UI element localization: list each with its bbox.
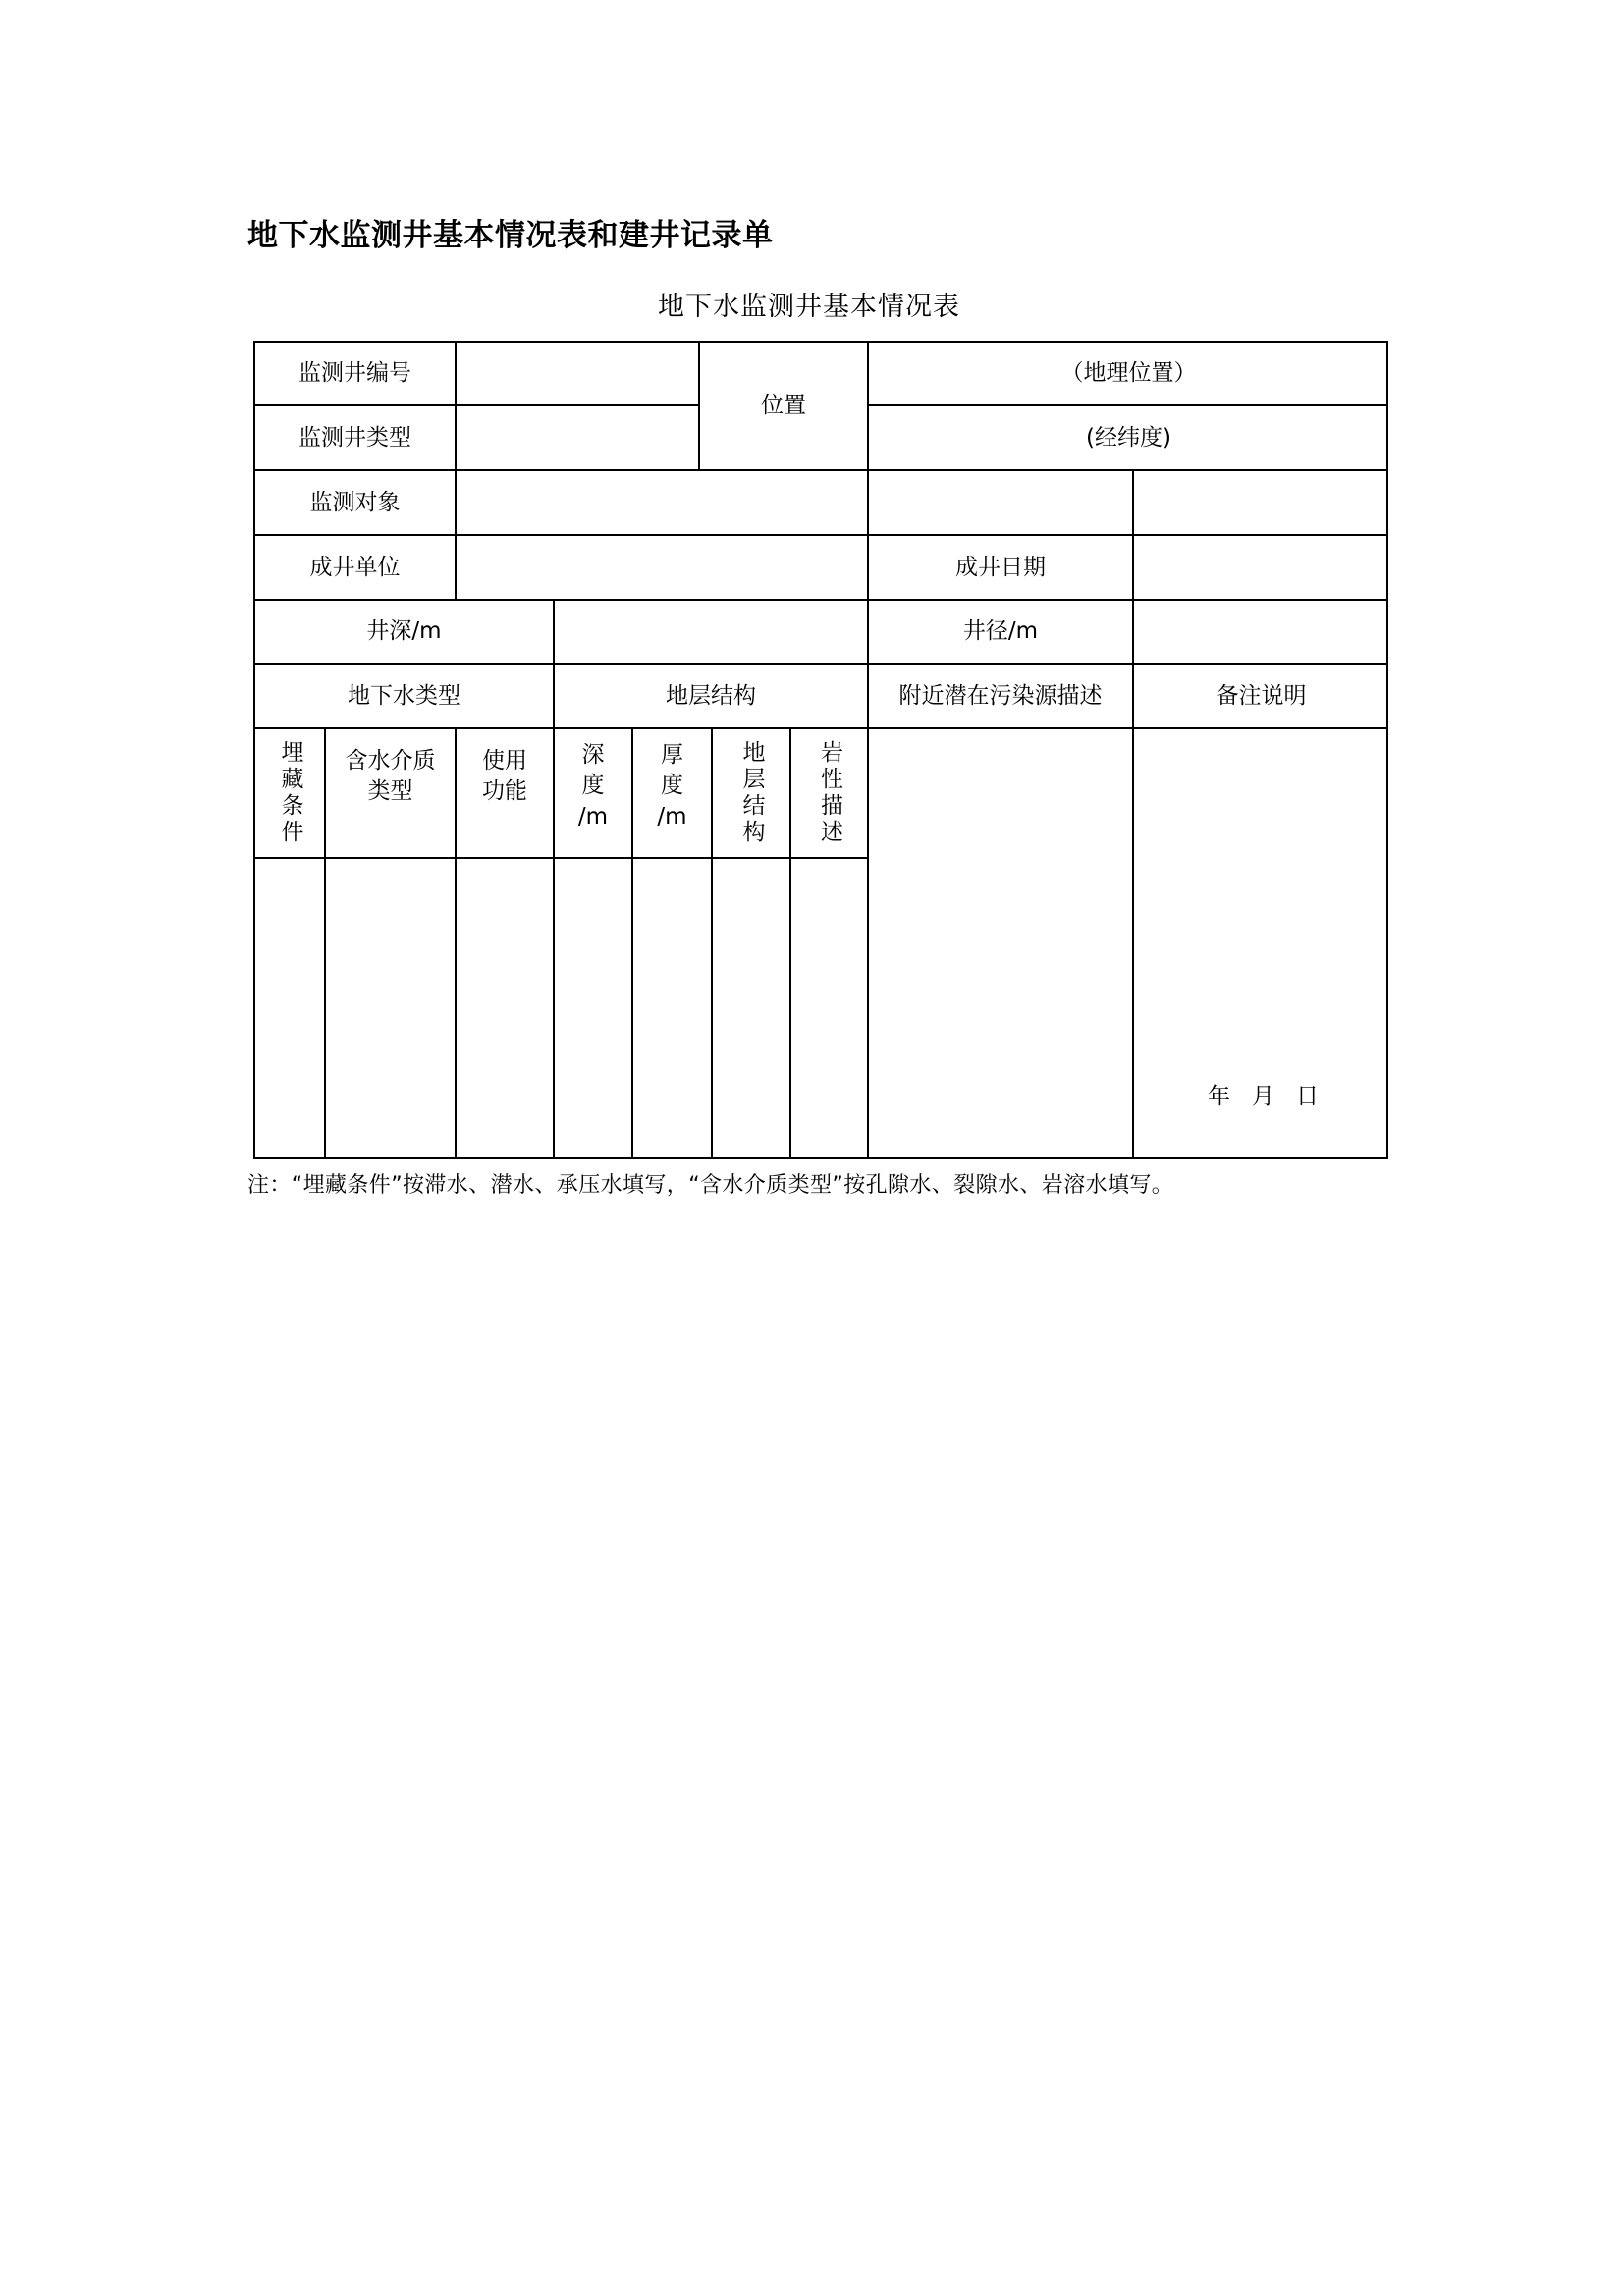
label-burial-condition: 埋藏条件 xyxy=(277,740,303,846)
depth-field[interactable] xyxy=(555,601,867,663)
burial-condition-input[interactable] xyxy=(255,859,324,1159)
monitor-object-field[interactable] xyxy=(457,471,867,534)
sub-strata-input[interactable] xyxy=(713,859,789,1159)
label-sub-thickness: 厚 度 /m xyxy=(657,742,687,829)
date-year-label: 年 xyxy=(1208,1084,1230,1109)
label-pollution-source: 附近潜在污染源描述 xyxy=(898,682,1103,709)
label-diameter: 井径/m xyxy=(962,618,1039,645)
label-usage-function: 使用 功能 xyxy=(482,747,527,804)
table-caption: 地下水监测井基本情况表 xyxy=(658,292,960,322)
usage-function-input[interactable] xyxy=(457,859,553,1159)
label-sub-depth: 深 度 /m xyxy=(577,742,609,829)
aquifer-medium-input[interactable] xyxy=(326,859,455,1159)
well-type-field[interactable] xyxy=(457,406,698,469)
label-location: 位置 xyxy=(761,393,806,419)
lat-lon-field[interactable]: (经纬度) xyxy=(1086,424,1171,451)
label-sub-strata: 地层结构 xyxy=(738,740,765,846)
label-remarks: 备注说明 xyxy=(1216,682,1307,709)
label-groundwater-type: 地下水类型 xyxy=(348,682,460,709)
lithology-input[interactable] xyxy=(791,859,867,1159)
sub-thickness-input[interactable] xyxy=(633,859,711,1159)
date-month-label: 月 xyxy=(1252,1084,1274,1109)
label-well-id: 监测井编号 xyxy=(298,360,411,387)
remarks-date xyxy=(1208,1078,1319,1110)
builder-field[interactable] xyxy=(457,536,867,599)
label-monitor-object: 监测对象 xyxy=(309,489,401,515)
blank-cell[interactable] xyxy=(1134,471,1388,534)
label-builder: 成井单位 xyxy=(309,554,401,580)
date-day-label: 日 xyxy=(1296,1084,1319,1109)
build-date-field[interactable] xyxy=(1134,536,1388,599)
geo-location-field[interactable]: （地理位置） xyxy=(1060,360,1197,387)
label-aquifer-medium: 含水介质 类型 xyxy=(345,747,436,804)
diameter-field[interactable] xyxy=(1134,601,1388,663)
document-heading: 地下水监测井基本情况表和建井记录单 xyxy=(247,218,774,253)
label-depth: 井深/m xyxy=(366,618,442,645)
label-build-date: 成井日期 xyxy=(955,554,1046,580)
blank-cell[interactable] xyxy=(869,471,1132,534)
well-id-field[interactable] xyxy=(457,343,698,404)
label-lithology: 岩性描述 xyxy=(817,740,842,846)
pollution-source-input[interactable] xyxy=(869,729,1132,1159)
label-well-type: 监测井类型 xyxy=(298,424,411,451)
label-strata: 地层结构 xyxy=(666,682,756,709)
sub-depth-input[interactable] xyxy=(555,859,631,1159)
footnote: 注：“埋藏条件”按滞水、潜水、承压水填写，“含水介质类型”按孔隙水、裂隙水、岩溶水填写。 xyxy=(247,1173,1174,1198)
well-info-table xyxy=(253,341,1388,1159)
